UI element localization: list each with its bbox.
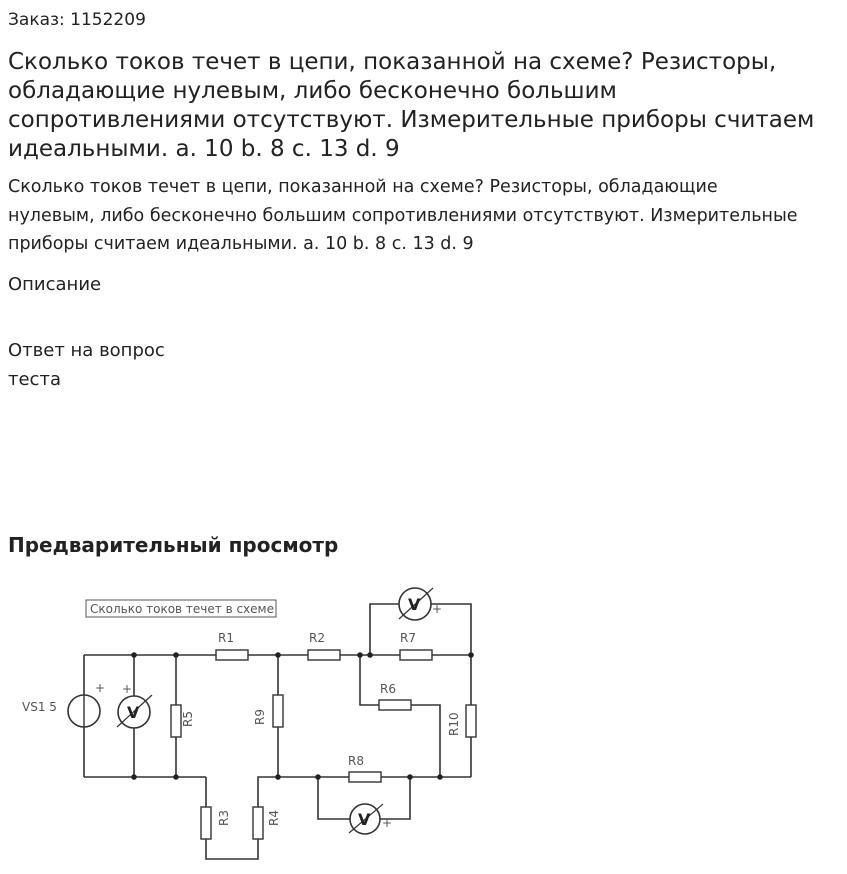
label-r1: R1 [218, 631, 234, 645]
description-label: Описание [8, 274, 102, 295]
schematic-caption: Сколько токов течет в схеме [90, 602, 274, 616]
resistor-r10 [466, 705, 476, 737]
preview-heading: Предварительный просмотр [8, 533, 339, 557]
voltmeter-2-plus: + [432, 602, 443, 616]
voltmeter-3-symbol: V [358, 810, 371, 829]
question-text: Сколько токов течет в цепи, показанной на схеме? Резисторы, обладающие нулевым, либо бесконечно большим сопротивлениями отсутствуют. Измерительные приборы считаем идеальными. a. 10 b. 8 c. 13 d. 9 [8, 177, 798, 254]
resistor-r1 [216, 650, 248, 660]
label-r4: R4 [267, 810, 281, 826]
voltmeter-2-symbol: V [408, 595, 421, 614]
label-r2: R2 [309, 631, 325, 645]
wire-r6 [360, 655, 440, 777]
label-r10: R10 [447, 712, 461, 736]
resistor-r3 [201, 807, 211, 839]
label-r5: R5 [181, 711, 195, 727]
circuit-schematic [0, 575, 500, 870]
voltmeter-1-symbol: V [127, 703, 140, 722]
label-r3: R3 [217, 810, 231, 826]
label-r8: R8 [348, 754, 364, 768]
question-title: Сколько токов течет в цепи, показанной на схеме? Резисторы, обладающие нулевым, либо бесконечно большим сопротивлениями отсутствуют. Измерительные приборы считаем идеальными. a. 10 b. 8 c. 13 d. 9 [8, 49, 815, 162]
resistor-r7 [400, 650, 432, 660]
voltmeter-3-icon [349, 804, 392, 834]
resistor-r5 [171, 705, 181, 737]
label-r6: R6 [380, 682, 396, 696]
voltage-source-label: VS1 5 [22, 700, 57, 714]
resistor-r2 [308, 650, 340, 660]
resistor-r8 [349, 772, 381, 782]
order-number: Заказ: 1152209 [8, 10, 146, 30]
label-r7: R7 [400, 631, 416, 645]
resistor-r6 [379, 700, 411, 710]
resistor-r4 [253, 807, 263, 839]
resistor-r9 [273, 695, 283, 727]
source-plus-sign: + [95, 681, 106, 695]
voltmeter-3-plus: + [382, 816, 393, 830]
voltmeter-1-plus: + [122, 682, 133, 696]
answer-label: Ответ на вопрос теста [8, 340, 165, 390]
voltmeter-2-icon [399, 588, 442, 620]
label-r9: R9 [253, 709, 267, 725]
